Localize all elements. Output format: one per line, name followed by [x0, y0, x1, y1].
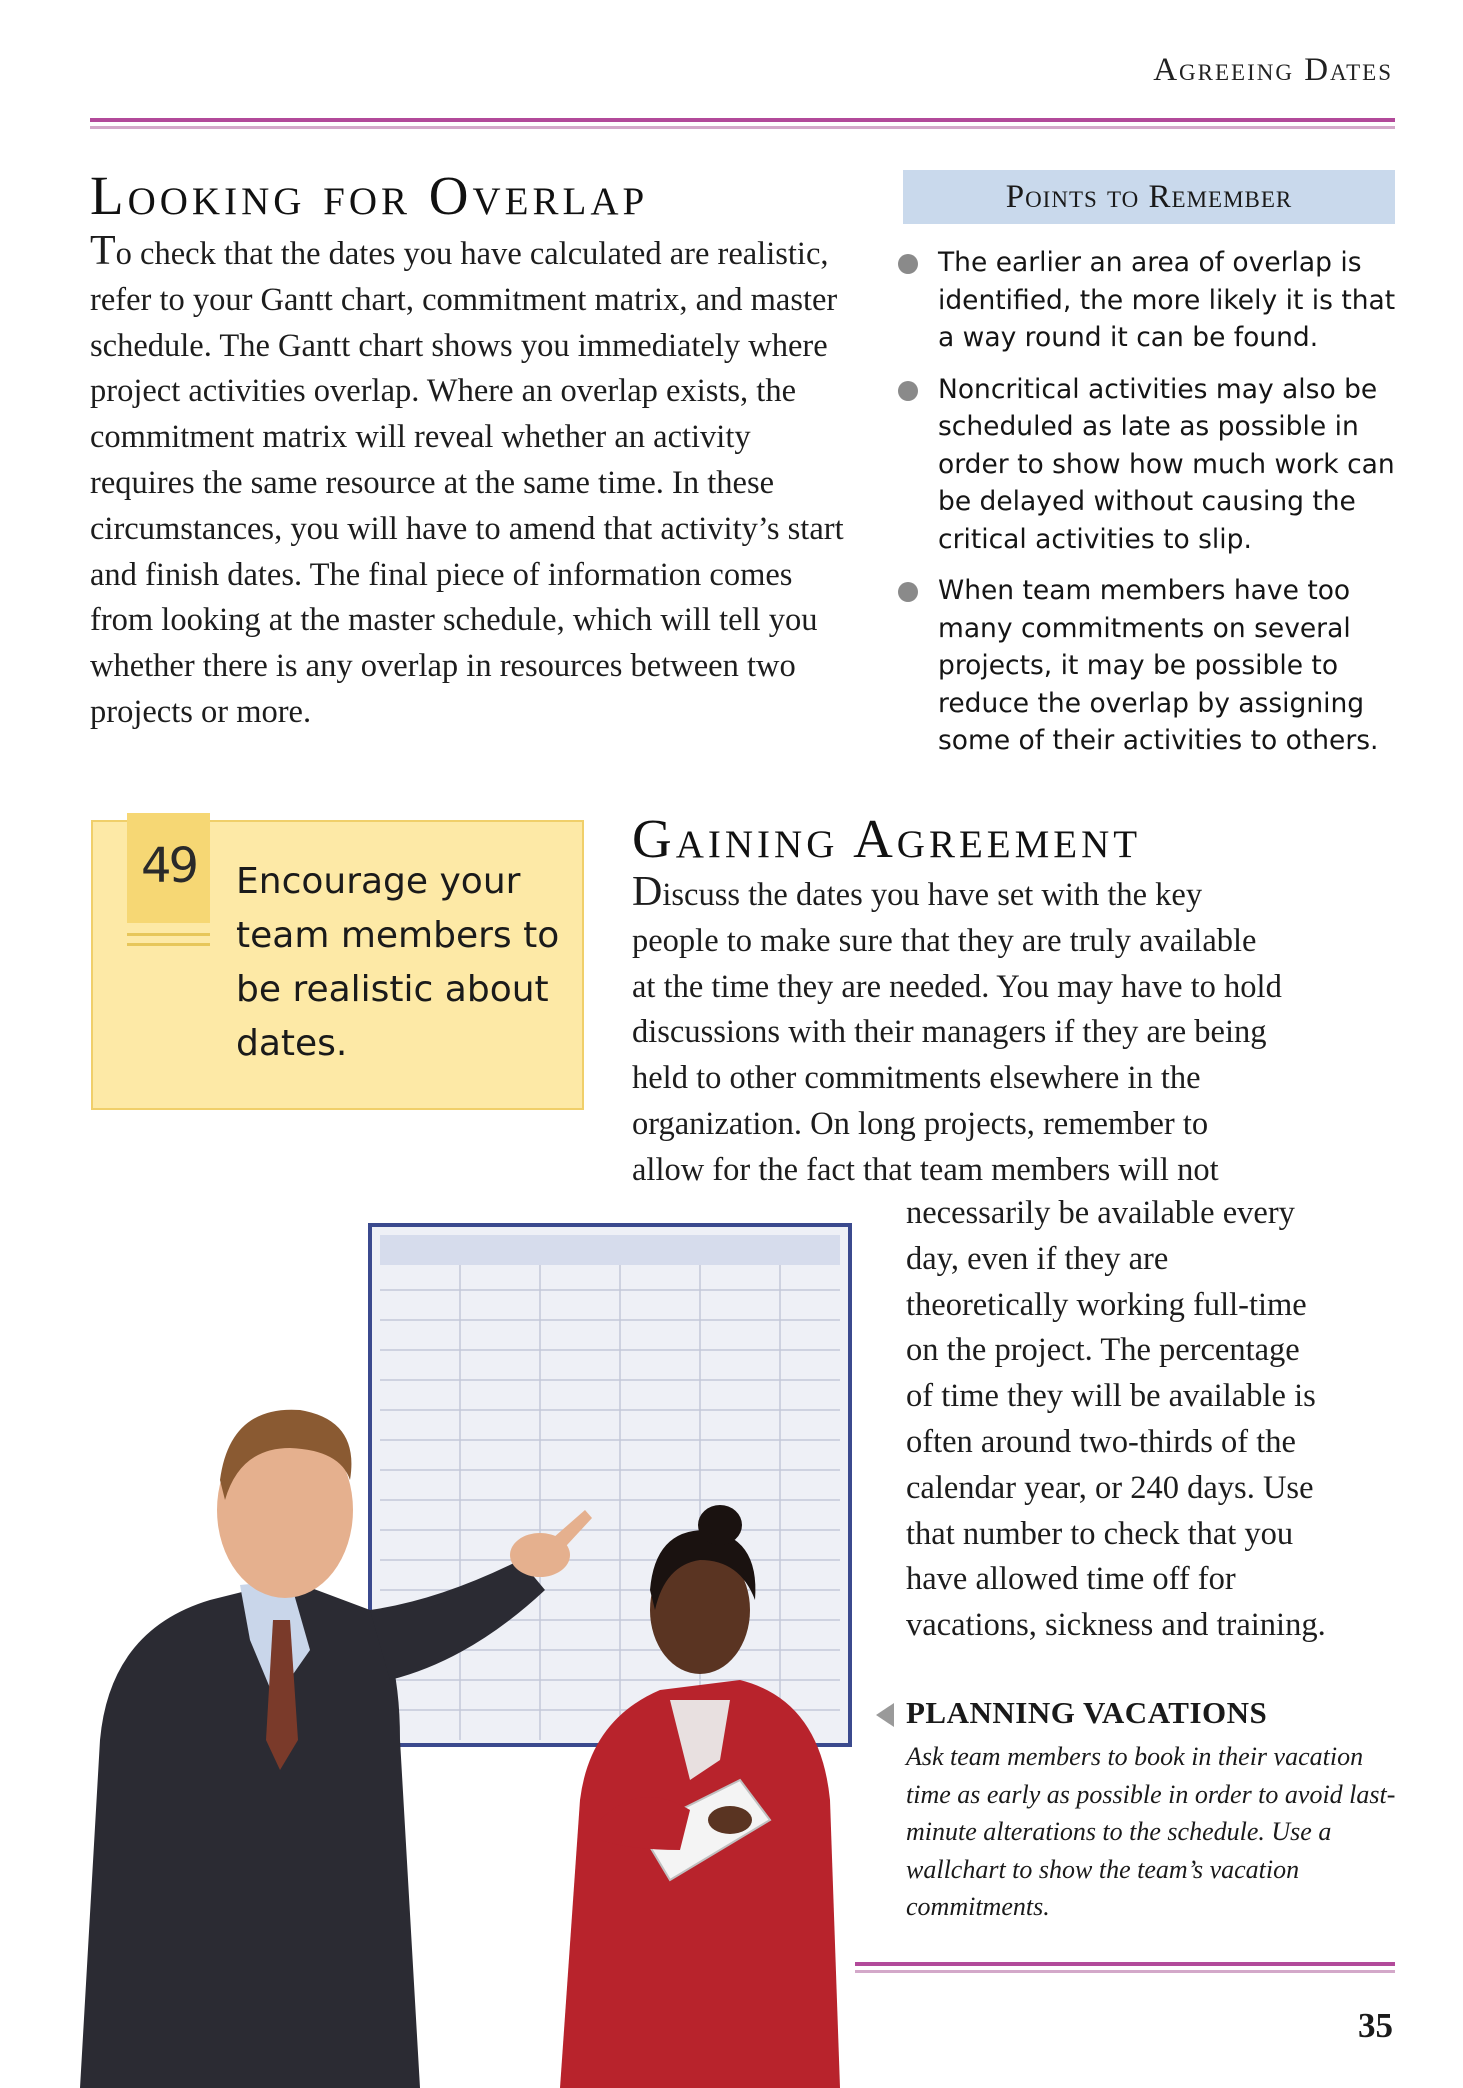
body-line: necessarily be available every [906, 1195, 1295, 1231]
tip-number: 49 [140, 838, 197, 894]
body-line: allow for the fact that team members will not [632, 1151, 1219, 1188]
list-item-text: When team members have too many commitments on several projects, it may be possible to reduce the overlap by assigning some of their activities to others. [938, 575, 1379, 756]
header-rule [90, 118, 1395, 122]
bullet-icon [898, 582, 918, 602]
body-line: often around two-thirds of the [906, 1423, 1296, 1460]
body-line: day, even if they are [906, 1240, 1169, 1277]
body-line: iscuss the dates you have set with the key [662, 877, 1203, 913]
list-item [898, 572, 1403, 760]
caption-body: Ask team members to book in their vacation time as early as possible in order to avoid last-minute alterations to the schedule. Use a wallchart to show the team’s vacation commitments. [906, 1742, 1396, 1921]
section-heading-gaining-agreement: Gaining Agreement [632, 808, 1142, 869]
running-head: Agreeing Dates [1153, 52, 1393, 88]
photo-illustration [40, 1180, 870, 2088]
bullet-icon [898, 254, 918, 274]
caption-title: PLANNING VACATIONS [906, 1695, 1268, 1730]
points-to-remember-header: Points to Remember [903, 170, 1395, 224]
bullet-icon [898, 381, 918, 401]
body-line: calendar year, or 240 days. Use [906, 1469, 1314, 1506]
body-line: held to other commitments elsewhere in the [632, 1060, 1201, 1097]
body-line: vacations, sickness and training. [906, 1607, 1326, 1644]
page-number: 35 [1358, 2006, 1393, 2045]
list-item [898, 244, 1403, 357]
list-item [898, 371, 1403, 559]
section-body-gaining-agreement-narrow [906, 1191, 1406, 1649]
dropcap: T [90, 228, 116, 274]
caption-pointer-icon [876, 1703, 894, 1727]
footer-rule [855, 1962, 1395, 1966]
body-text: o check that the dates you have calculated are realistic, refer to your Gantt chart, commitment matrix, and master schedule. The Gantt chart shows you immediately where project activities overlap. Where an overlap exists, the commitment matrix will reveal whether an activity requires the same resource at the same time. In these circumstances, you will have to amend that activity’s start and finish dates. The final piece of information comes from looking at the master schedule, which will tell you whether there is any overlap in resources between two projects or more. [90, 236, 844, 730]
body-line: at the time they are needed. You may have to hold [632, 968, 1282, 1005]
list-item-text: The earlier an area of overlap is identified, the more likely it is that a way round it can be found. [938, 247, 1396, 353]
section-body-gaining-agreement [632, 870, 1412, 1194]
points-to-remember-list [898, 244, 1403, 774]
body-line: have allowed time off for [906, 1561, 1236, 1598]
wallchart-board [370, 1225, 850, 1745]
body-line: on the project. The percentage [906, 1332, 1300, 1369]
dropcap: D [632, 869, 663, 915]
body-line: of time they will be available is [906, 1378, 1316, 1415]
list-item-text: Noncritical activities may also be scheduled as late as possible in order to show how much work can be delayed without causing the critical activities to slip. [938, 373, 1395, 555]
header-rule-secondary [90, 126, 1395, 129]
tip-decorative-lines [127, 933, 210, 953]
section-body-looking-for-overlap [90, 229, 850, 736]
footer-rule-secondary [855, 1970, 1395, 1973]
body-line: that number to check that you [906, 1515, 1294, 1552]
section-heading-looking-for-overlap: Looking for Overlap [90, 165, 649, 226]
body-line: discussions with their managers if they are being [632, 1014, 1267, 1051]
tip-text: Encourage your team members to be realistic about dates. [236, 861, 560, 1064]
body-line: organization. On long projects, remember to [632, 1105, 1209, 1142]
body-line: theoretically working full-time [906, 1286, 1307, 1323]
body-line: people to make sure that they are truly available [632, 922, 1257, 959]
